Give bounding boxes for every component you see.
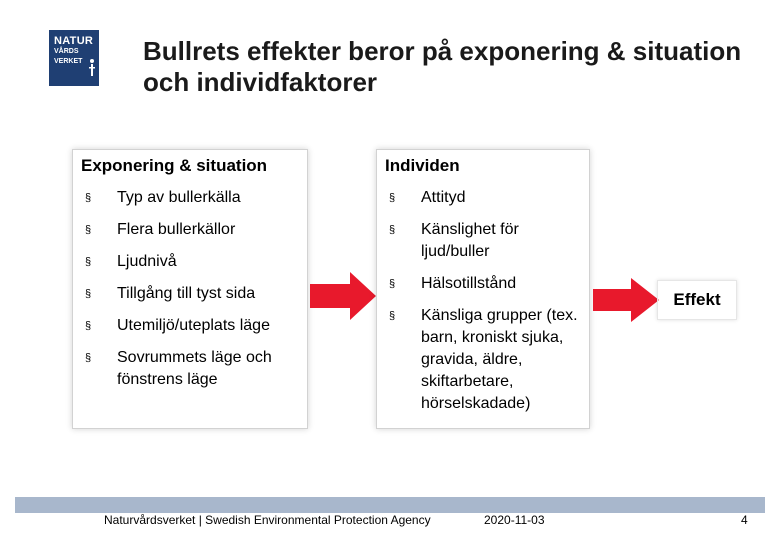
bullet-icon: §: [85, 256, 92, 268]
bullet-icon: §: [85, 352, 92, 364]
list-item-text: Flera bullerkällor: [117, 221, 236, 238]
bullet-icon: §: [389, 224, 396, 236]
exposure-situation-box: [72, 149, 308, 429]
bullet-icon: §: [85, 192, 92, 204]
individual-list: [387, 187, 585, 425]
footer-bar: [15, 497, 765, 513]
logo-line-3: VERKET: [54, 58, 83, 65]
arrow-right-icon: [310, 272, 376, 320]
footer-date: 2020-11-03: [484, 513, 545, 527]
list-item-text: Typ av bullerkälla: [117, 189, 241, 206]
list-item: [83, 347, 303, 391]
list-item: [387, 273, 585, 295]
footer-organization: Naturvårdsverket | Swedish Environmental Protection Agency: [104, 513, 431, 527]
list-item-text: Utemiljö/uteplats läge: [117, 317, 270, 334]
arrow-right-icon: [593, 278, 659, 322]
effect-label: Effekt: [673, 290, 721, 309]
bullet-icon: §: [389, 192, 396, 204]
list-item: [387, 305, 585, 415]
logo-line-2: VÅRDS: [54, 48, 79, 55]
exposure-situation-heading: Exponering & situation: [81, 156, 268, 175]
individual-box: [376, 149, 590, 429]
list-item: [83, 315, 303, 337]
bullet-icon: §: [389, 310, 396, 322]
list-item-text: Ljudnivå: [117, 253, 177, 270]
page-number: 4: [741, 513, 748, 527]
effect-box: [657, 280, 737, 320]
logo-line-1: NATUR: [54, 35, 94, 47]
list-item-text: Känsliga grupper (tex. barn, kroniskt sjuka, gravida, äldre, skiftarbetare, hörselskadade): [421, 307, 578, 412]
list-item: [387, 219, 585, 263]
bullet-icon: §: [85, 288, 92, 300]
list-item: [83, 187, 303, 209]
exposure-situation-list: [83, 187, 303, 401]
naturvardsverket-logo: [49, 30, 99, 86]
slide-title: Bullrets effekter beror på exponering & situation och individfaktorer: [143, 36, 742, 97]
logo-figure-icon: [88, 58, 96, 80]
list-item-text: Hälsotillstånd: [421, 275, 517, 292]
bullet-icon: §: [85, 320, 92, 332]
list-item-text: Sovrummets läge och fönstrens läge: [117, 349, 272, 388]
list-item-text: Attityd: [421, 189, 466, 206]
individual-heading: Individen: [385, 156, 460, 175]
list-item: [83, 251, 303, 273]
bullet-icon: §: [389, 278, 396, 290]
list-item-text: Tillgång till tyst sida: [117, 285, 256, 302]
bullet-icon: §: [85, 224, 92, 236]
list-item: [83, 283, 303, 305]
list-item-text: Känslighet för ljud/buller: [421, 221, 519, 260]
list-item: [387, 187, 585, 209]
list-item: [83, 219, 303, 241]
